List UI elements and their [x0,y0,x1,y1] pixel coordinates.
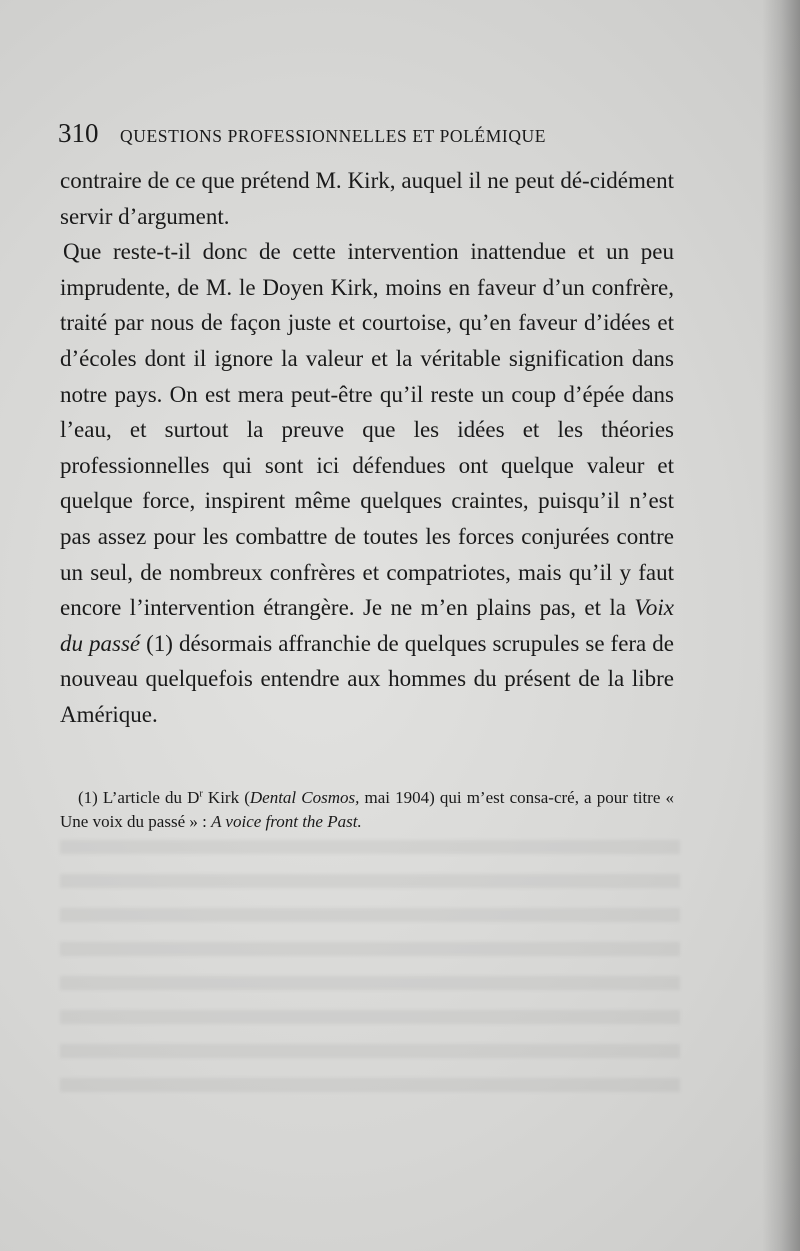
running-head: QUESTIONS PROFESSIONNELLES ET POLÉMIQUE [120,126,547,146]
footnote-article-title: A voice front the Past. [211,812,362,831]
body-text [60,163,674,733]
footnote-part-c: mai 1904) qui m’est consa-cré, a pour titre « Une voix du passé » : [60,788,674,831]
paragraph-2-text-a: Que reste-t-il donc de cette intervention inattendue et un peu imprudente, de M. le Doyen Kirk, moins en faveur d’un confrère, traité par nous de façon juste et courtoise, qu’en faveur d’idées et d’écoles dont il ignore la valeur et la véritable signification dans notre pays. On est mera peut-être qu’il reste un coup d’épée dans l’eau, et surtout la preuve que les idées et les théories professionnelles qui sont ici défendues ont quelque valeur et quelque force, inspirent même quelques craintes, puisqu’il n’est pas assez pour les combattre de toutes les forces conjurées contre un seul, de nombreux confrères et compatriotes, mais qu’il y faut encore l’intervention étrangère. Je ne m’en plains pas, et la [60,239,674,621]
page-edge-shadow [762,0,800,1251]
paragraph-2-italic-title: Voix du passé [60,595,674,656]
paragraph-2 [60,234,674,732]
footnote-superscript: r [199,788,203,800]
footnote [60,786,674,834]
footnote-text [60,786,674,834]
footnote-part-b: Kirk ( [202,788,250,807]
paragraph-2-text-b: (1) désormais affranchie de quelques scrupules se fera de nouveau quelquefois entendre aux hommes du présent de la libre Amérique. [60,630,674,727]
page-number: 310 [58,118,99,148]
footnote-part-a: (1) L’article du D [78,788,200,807]
page-header [58,118,678,154]
paragraph-1: contraire de ce que prétend M. Kirk, auquel il ne peut dé-cidément servir d’argument. [60,168,674,229]
show-through-texture [60,840,680,1100]
footnote-journal-title: Dental Cosmos, [249,788,360,807]
